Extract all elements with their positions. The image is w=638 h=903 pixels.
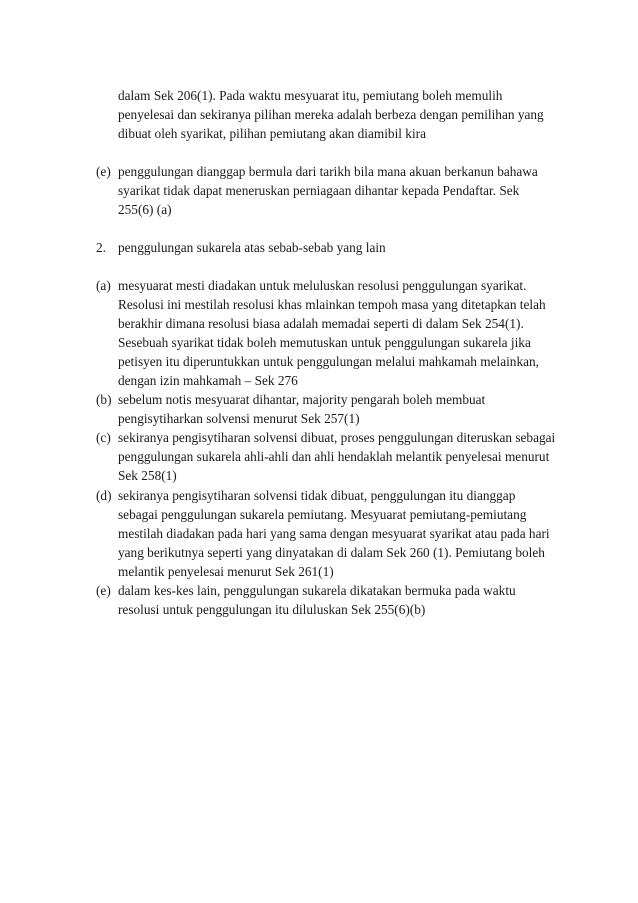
- item-text: sekiranya pengisytiharan solvensi tidak dibuat, penggulungan itu dianggap sebagai penggulungan sukarela pemiutang. Mesyuarat pemiutang-pemiutang mestilah diadakan pada hari yang sama dengan mesyuarat syarikat atau pada hari yang berikutnya seperti yang dinyatakan di dalam Sek 260 (1). Pemiutang boleh melantik penyelesai menurut Sek 261(1): [118, 488, 550, 579]
- item-text: sekiranya pengisytiharan solvensi dibuat, proses penggulungan diteruskan sebagai penggulungan sukarela ahli-ahli dan ahli hendaklah melantik penyelesai menurut Sek 258(1): [118, 430, 556, 483]
- item-text: dalam Sek 206(1). Pada waktu mesyuarat itu, pemiutang boleh memulih penyelesai dan sekiranya pilihan mereka adalah berbeza dengan pemilihan yang dibuat oleh syarikat, pilihan pemiutang akan diamibil kira: [118, 88, 544, 141]
- list-item-a: [96, 276, 556, 390]
- item-label: (c): [96, 430, 111, 445]
- section-heading-2: [96, 238, 556, 257]
- list-item-b: [96, 390, 556, 428]
- paragraph-continuation: [96, 86, 556, 143]
- list-item-e-2: [96, 581, 556, 619]
- item-label: (b): [96, 392, 112, 407]
- item-text: mesyuarat mesti diadakan untuk meluluskan resolusi penggulungan syarikat. Resolusi ini mestilah resolusi khas mlainkan tempoh masa yang ditetapkan telah berakhir dimana resolusi biasa adalah memadai seperti di dalam Sek 254(1). Sesebuah syarikat tidak boleh memutuskan untuk penggulungan sukarela jika petisyen itu diperuntukkan untuk penggulungan melalui mahkamah melainkan, dengan izin mahkamah – Sek 276: [118, 278, 546, 388]
- list-item-c: [96, 428, 556, 485]
- item-label: (e): [96, 583, 111, 598]
- item-text: sebelum notis mesyuarat dihantar, majority pengarah boleh membuat pengisytiharkan solvensi menurut Sek 257(1): [118, 392, 486, 426]
- item-text: penggulungan sukarela atas sebab-sebab yang lain: [118, 240, 386, 255]
- list-item-d: [96, 486, 556, 581]
- item-text: dalam kes-kes lain, penggulungan sukarela dikatakan bermuka pada waktu resolusi untuk penggulungan itu diluluskan Sek 255(6)(b): [118, 583, 516, 617]
- list-item-e-1: [96, 162, 556, 219]
- item-label: 2.: [96, 240, 106, 255]
- item-label: (e): [96, 164, 111, 179]
- item-label: (a): [96, 278, 111, 293]
- item-text: penggulungan dianggap bermula dari tarikh bila mana akuan berkanun bahawa syarikat tidak dapat meneruskan perniagaan dihantar kepada Pendaftar. Sek 255(6) (a): [118, 164, 538, 217]
- item-label: (d): [96, 488, 112, 503]
